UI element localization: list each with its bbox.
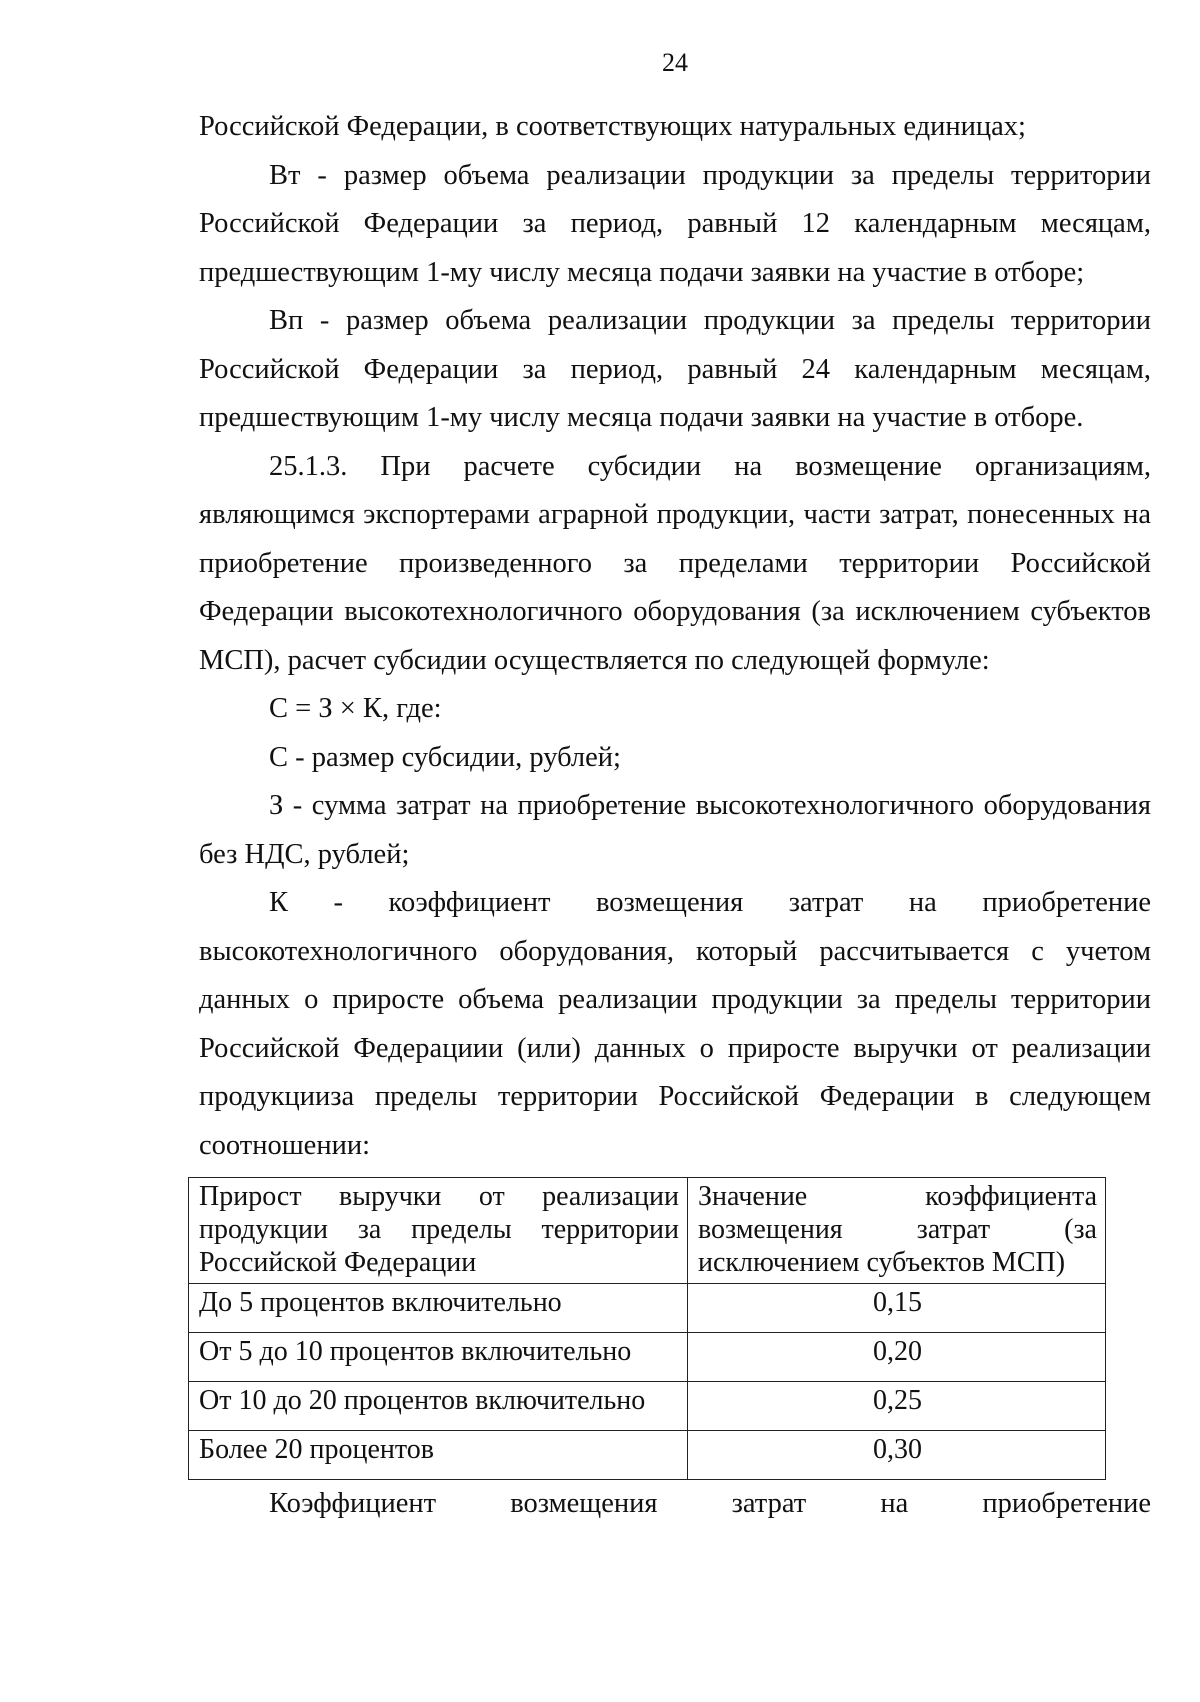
table-cell-range: Более 20 процентов	[189, 1431, 688, 1480]
paragraph-section-25-1-3: 25.1.3. При расчете субсидии на возмещение организациям, являющимся экспортерами аграрной продукции, части затрат, понесенных на приобретение произведенного за пределами территории Российской Федерации высокотехнологичного оборудования (за исключением субъектов МСП), расчет субсидии осуществляется по следующей формуле:	[199, 450, 1151, 676]
table-header-growth: Прирост выручки от реализации продукции за пределы территории Российской Федерации	[189, 1178, 688, 1284]
table-row	[189, 1333, 1106, 1382]
paragraph-vt-definition: Вт - размер объема реализации продукции за пределы территории Российской Федерации за период, равный 12 календарным месяцам, предшествующим 1-му числу месяца подачи заявки на участие в отборе;	[199, 159, 1151, 288]
paragraph-vp-definition: Вп - размер объема реализации продукции за пределы территории Российской Федерации за период, равный 24 календарным месяцам, предшествующим 1-му числу месяца подачи заявки на участие в отборе.	[199, 305, 1151, 433]
paragraph-z-definition: З - сумма затрат на приобретение высокотехнологичного оборудования без НДС, рублей;	[199, 790, 1151, 870]
table-cell-range: От 5 до 10 процентов включительно	[189, 1333, 688, 1382]
table-cell-range: От 10 до 20 процентов включительно	[189, 1382, 688, 1431]
page-number: 24	[662, 48, 688, 77]
formula-line: С = З × К, где:	[269, 693, 442, 724]
table-row	[189, 1431, 1106, 1480]
table-row	[189, 1284, 1106, 1333]
paragraph-continuation: Российской Федерации, в соответствующих натуральных единицах;	[199, 111, 1026, 142]
table-cell-value: 0,30	[688, 1431, 1106, 1480]
table-cell-value: 0,25	[688, 1382, 1106, 1431]
table-cell-value: 0,15	[688, 1284, 1106, 1333]
coefficient-table	[188, 1177, 1106, 1480]
table-header-coefficient: Значение коэффициента возмещения затрат (за исключением субъектов МСП)	[688, 1178, 1106, 1284]
paragraph-coefficient-continuation: Коэффициент возмещения затрат на приобретение	[269, 1488, 1151, 1519]
table-row	[189, 1382, 1106, 1431]
table-cell-range: До 5 процентов включительно	[189, 1284, 688, 1333]
table-cell-value: 0,20	[688, 1333, 1106, 1382]
paragraph-k-definition: К - коэффициент возмещения затрат на приобретение высокотехнологичного оборудования, который рассчитывается с учетом данных о приросте объема реализации продукции за пределы территории Российской Федерациии (или) данных о приросте выручки от реализации продукцииза пределы территории Российской Федерации в следующем соотношении:	[199, 887, 1151, 1161]
document-body	[199, 103, 1151, 1529]
table-header-row	[189, 1178, 1106, 1284]
paragraph-c-definition: С - размер субсидии, рублей;	[269, 741, 621, 773]
